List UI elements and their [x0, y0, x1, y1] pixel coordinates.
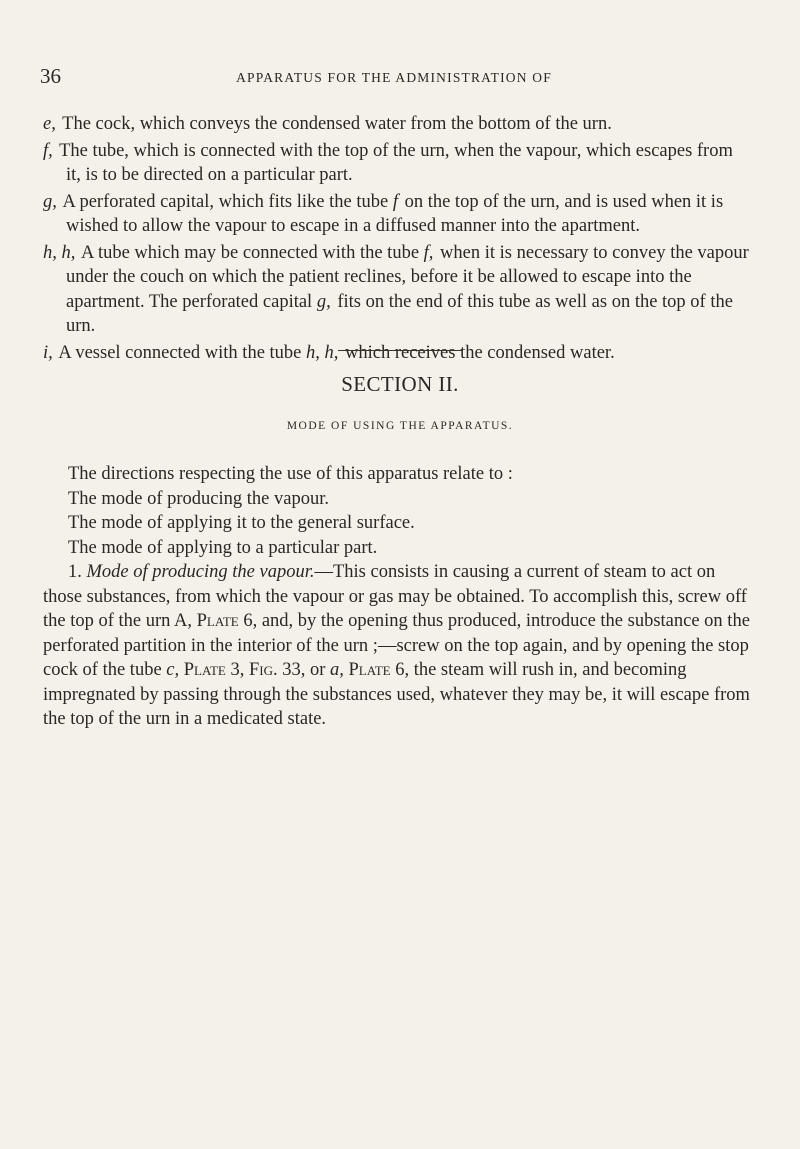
definition-letter: f, [43, 140, 53, 161]
definition-item [43, 190, 750, 239]
tube-ref: c, [166, 660, 180, 680]
paragraph-text: 6, and, by the opening thus produced, introduce the substance on the perforated partition in the interior of the urn ;—screw on the top again, and by opening the stop cock of the tube [43, 611, 750, 680]
body-paragraph [43, 560, 750, 732]
section-divider [338, 350, 462, 351]
definition-ref: g, [316, 291, 331, 312]
intro-paragraph: The directions respecting the use of this apparatus relate to : [68, 464, 513, 484]
definition-text: which receives the condensed water. [345, 342, 615, 363]
definition-text: on the top of the urn, and is used when it is wished to allow the vapour to escape in a diffused manner into the apartment. [66, 191, 724, 236]
definition-list [43, 112, 750, 367]
definition-letter: i, [43, 342, 53, 363]
definition-item [43, 112, 750, 137]
definition-letter: e, [43, 114, 56, 134]
figure-ref: Fig. [248, 660, 278, 680]
running-head: APPARATUS FOR THE ADMINISTRATION OF [236, 70, 552, 85]
section-subtitle: MODE OF USING THE APPARATUS. [286, 420, 514, 432]
definition-item [43, 139, 750, 188]
plate-ref: Plate [183, 660, 226, 680]
tube-ref: a, [330, 660, 344, 680]
definition-item [43, 341, 750, 366]
page-number: 36 [40, 64, 61, 88]
definition-text: A tube which may be connected with the tube [80, 242, 424, 263]
paragraph-text: 3, [230, 660, 245, 680]
paragraph-heading: Mode of producing the vapour. [86, 562, 315, 582]
definition-ref: f, [423, 242, 434, 263]
definition-letter: g, [43, 191, 57, 212]
definition-text: The cock, which conveys the condensed water from the bottom of the urn. [62, 114, 612, 134]
definition-text: fits on the end of this tube as well as on the top of the urn. [66, 291, 733, 336]
definition-ref: f [392, 191, 398, 212]
list-item: The mode of applying to a particular part. [68, 537, 378, 558]
definition-letter: h, h, [43, 242, 76, 263]
paragraph-text: 6, the steam will rush in, and becoming impregnated by passing through the substances used, whatever they may be, it will escape from the top of the urn in a medicated state. [43, 660, 750, 729]
section-title: SECTION II. [341, 372, 459, 396]
definition-text: A perforated capital, which fits like the tube [62, 191, 393, 212]
definition-text: when it is necessary to convey the vapour under the couch on which the patient reclines, before it be allowed to escape into the apartment. The perforated capital [66, 242, 749, 312]
definition-ref: h, h, [306, 342, 339, 363]
plate-ref: Plate [348, 660, 391, 680]
definition-text: The tube, which is connected with the top of the urn, when the vapour, which escapes from it, is to be directed on a particular part. [59, 140, 733, 185]
definition-text: A vessel connected with the tube [58, 342, 307, 363]
paragraph-text: —This consists in causing a current of steam to act on those substances, from which the vapour or gas may be obtained. To accomplish this, screw off the top of the urn A, [43, 562, 747, 631]
section-body [43, 462, 750, 732]
plate-ref: Plate [196, 611, 239, 631]
paragraph-number: 1. [68, 562, 82, 582]
paragraph-text: 33, or [282, 660, 326, 680]
list-item: The mode of producing the vapour. [68, 488, 329, 509]
page-header [40, 64, 748, 92]
definition-item [43, 241, 750, 339]
list-item: The mode of applying it to the general surface. [68, 513, 415, 533]
